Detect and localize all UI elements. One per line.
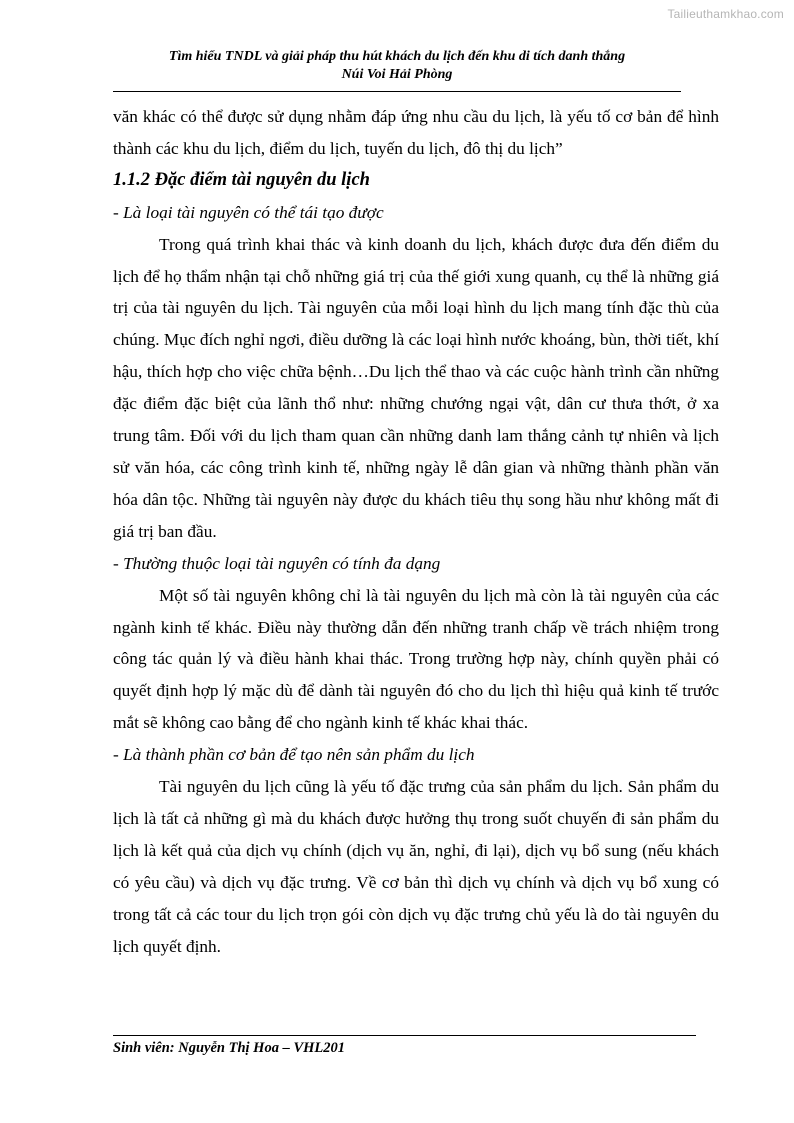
paragraph-continued: văn khác có thể được sử dụng nhằm đáp ứng nhu cầu du lịch, là yếu tố cơ bản để hình thành các khu du lịch, điểm du lịch, tuyến du lịch, đô thị du lịch” <box>113 107 719 158</box>
subheading-product: - Là thành phần cơ bản để tạo nên sản phẩm du lịch <box>113 745 475 765</box>
watermark: Tailieuthamkhao.com <box>667 7 784 21</box>
header-line-1: Tìm hiểu TNDL và giải pháp thu hút khách du lịch đến khu di tích danh thắng <box>168 49 626 64</box>
paragraph-diverse: Một số tài nguyên không chỉ là tài nguyên du lịch mà còn là tài nguyên của các ngành kinh tế khác. Điều này thường dẫn đến những tranh chấp về trách nhiệm trong công tác quản lý và điều hành khai thác. Trong trường hợp này, chính quyền phải có quyết định hợp lý mặc dù để dành tài nguyên đó cho du lịch thì hiệu quả kinh tế trước mắt sẽ không cao bằng để cho ngành kinh tế khác khai thác. <box>113 585 719 733</box>
header-rule <box>113 91 681 92</box>
paragraph-product: Tài nguyên du lịch cũng là yếu tố đặc trưng của sản phẩm du lịch. Sản phẩm du lịch là tất cả những gì mà du khách được hưởng thụ trong suốt chuyến đi sản phẩm du lịch là kết quả của dịch vụ chính (dịch vụ ăn, nghỉ, đi lại), dịch vụ bổ sung (nếu khách có yêu cầu) và dịch vụ đặc trưng. Về cơ bản thì dịch vụ chính và dịch vụ bổ xung có trong tất cả các tour du lịch trọn gói còn dịch vụ đặc trưng chủ yếu là do tài nguyên du lịch quyết định. <box>113 777 719 956</box>
subheading-diverse: - Thường thuộc loại tài nguyên có tính đa dạng <box>113 553 441 573</box>
footer-rule <box>113 1035 696 1036</box>
paragraph-renewable: Trong quá trình khai thác và kinh doanh du lịch, khách được đưa đến điểm du lịch để họ thẩm nhận tại chỗ những giá trị của thế giới xung quanh, cụ thể là những giá trị của tài nguyên du lịch. Tài nguyên của mỗi loại hình du lịch mang tính đặc thù của chúng. Mục đích nghỉ ngơi, điều dưỡng là các loại hình nước khoáng, bùn, thời tiết, khí hậu, thích hợp cho việc chữa bệnh…Du lịch thể thao và các cuộc hành trình cần những đặc điểm đặc biệt của lãnh thổ như: những chướng ngại vật, dân cư thưa thớt, ở xa trung tâm. Đối với du lịch tham quan cần những danh lam thắng cảnh tự nhiên và lịch sử văn hóa, các công trình kinh tế, những ngày lễ dân gian và những thành phần văn hóa dân tộc. Những tài nguyên này được du khách tiêu thụ song hầu như không mất đi giá trị ban đầu. <box>113 234 719 541</box>
subheading-renewable: - Là loại tài nguyên có thể tái tạo được <box>113 202 384 222</box>
header-line-2: Núi Voi Hải Phòng <box>341 67 453 82</box>
section-heading: 1.1.2 Đặc điểm tài nguyên du lịch <box>113 169 370 190</box>
page-body <box>113 101 719 962</box>
running-header <box>113 48 681 84</box>
page-footer: Sinh viên: Nguyễn Thị Hoa – VHL201 <box>113 1040 346 1056</box>
